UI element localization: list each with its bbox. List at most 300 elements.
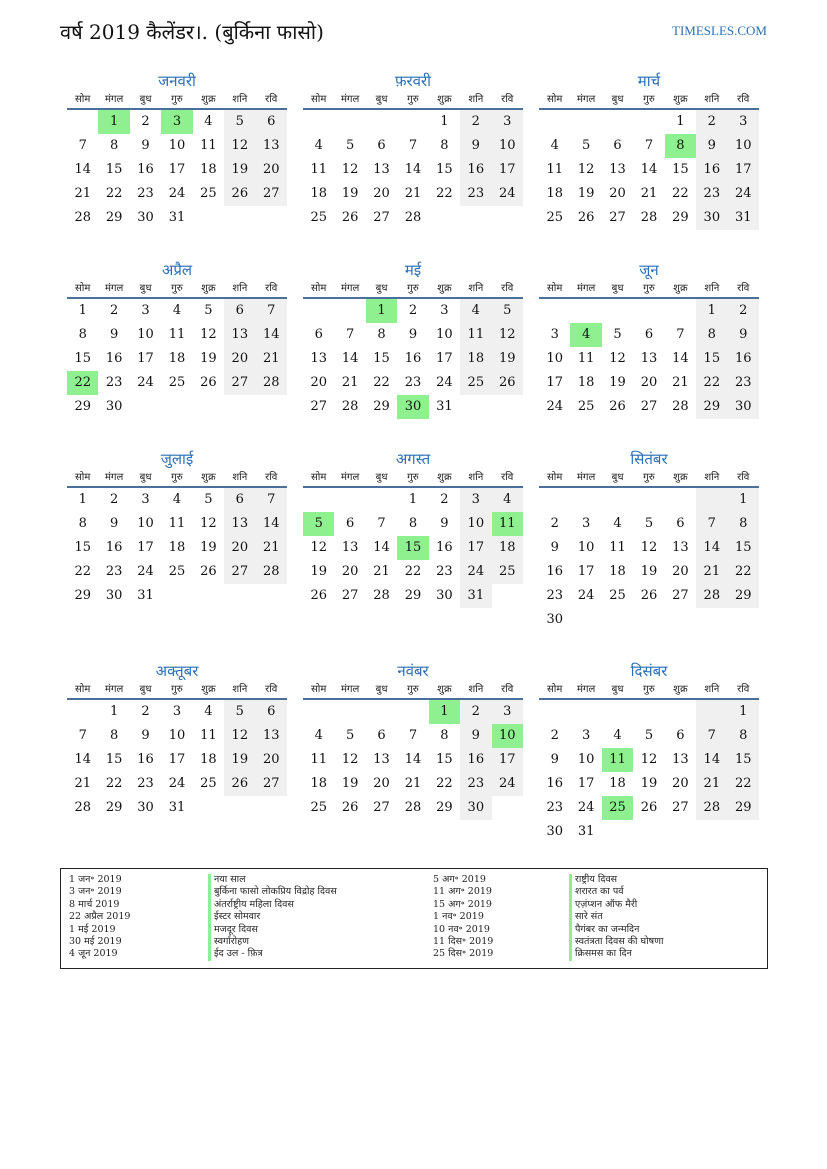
weekday-label: रवि (501, 472, 514, 483)
day-cell: 26 (200, 564, 217, 579)
day-cell: 7 (408, 138, 418, 153)
month-block (67, 261, 287, 419)
day-cell: 8 (728, 724, 759, 748)
legend-dates-1 (69, 874, 130, 961)
day-cell: 29 (74, 399, 91, 414)
weekday-label: शुक्र (673, 684, 688, 695)
weekday-label: रवि (501, 283, 514, 294)
day-cell: 28 (672, 399, 689, 414)
day-cell: 28 (373, 588, 390, 603)
weekday-label: शनि (232, 684, 248, 695)
day-cell: 8 (696, 323, 727, 347)
day-cell: 7 (78, 138, 87, 153)
day-cell: 9 (109, 327, 119, 342)
day-grid (303, 700, 523, 820)
day-cell: 26 (640, 800, 658, 815)
month-block (67, 72, 287, 230)
day-cell: 18 (310, 776, 327, 791)
weekday-label: मंगल (576, 472, 596, 483)
day-cell: 26 (200, 375, 217, 390)
legend-date: 11 अग॰ 2019 (433, 886, 492, 898)
weekday-label: गुरु (643, 684, 655, 695)
legend-holiday-name: शरारत का पर्व (569, 886, 663, 898)
day-cell: 25 (577, 399, 595, 414)
day-cell: 12 (224, 134, 255, 158)
legend-holiday-name: अंतर्राष्ट्रीय महिला दिवस (208, 899, 337, 911)
day-cell: 24 (168, 776, 186, 791)
month-name: मई (404, 261, 422, 279)
day-cell: 28 (74, 800, 91, 815)
weekday-header (67, 470, 287, 488)
legend-holiday-name: सारे संत (569, 911, 663, 923)
day-cell: 30 (546, 824, 563, 839)
legend-date: 5 अग॰ 2019 (433, 874, 486, 885)
weekday-label: शुक्र (673, 94, 688, 105)
day-cell: 18 (492, 536, 523, 560)
weekday-label: बुध (375, 283, 388, 294)
day-cell: 25 (168, 375, 186, 390)
day-cell: 8 (377, 327, 386, 342)
day-cell: 27 (640, 399, 658, 414)
weekday-label: मंगल (340, 684, 360, 695)
legend-holiday-name: नया साल (208, 874, 337, 886)
day-cell: 12 (341, 752, 359, 767)
day-cell: 26 (609, 399, 626, 414)
day-cell: 24 (137, 564, 154, 579)
weekday-label: शुक्र (201, 472, 216, 483)
weekday-label: बुध (139, 684, 152, 695)
day-cell: 7 (256, 488, 287, 512)
day-cell: 19 (224, 158, 255, 182)
day-cell: 23 (546, 588, 563, 603)
day-cell: 13 (341, 540, 359, 555)
day-cell: 5 (204, 303, 213, 318)
day-grid (67, 700, 287, 820)
day-cell: 21 (672, 375, 689, 390)
day-cell: 23 (404, 375, 422, 390)
month-name: जुलाई (160, 450, 194, 468)
day-cell: 14 (404, 752, 422, 767)
day-cell: 11 (200, 728, 217, 743)
day-cell: 6 (256, 700, 287, 724)
month-name: अप्रैल (161, 261, 193, 279)
day-cell: 5 (644, 516, 654, 531)
day-cell: 20 (310, 375, 327, 390)
weekday-label: शुक्र (201, 684, 216, 695)
day-cell: 4 (172, 492, 182, 507)
day-cell: 23 (105, 564, 123, 579)
day-cell: 24 (577, 800, 595, 815)
day-cell: 9 (550, 540, 559, 555)
day-cell: 10 (168, 138, 186, 153)
weekday-label: गुरु (643, 283, 655, 294)
day-cell: 7 (408, 728, 418, 743)
day-cell: 29 (672, 210, 689, 225)
day-cell: 27 (224, 371, 255, 395)
weekday-label: बुध (139, 472, 152, 483)
day-cell: 14 (373, 540, 390, 555)
day-cell: 30 (105, 399, 123, 414)
day-cell: 17 (436, 351, 453, 366)
day-cell: 3 (141, 492, 150, 507)
day-cell: 17 (728, 158, 759, 182)
day-cell: 10 (728, 134, 759, 158)
day-cell: 23 (460, 772, 491, 796)
day-cell: 5 (303, 512, 334, 536)
day-cell: 23 (436, 564, 453, 579)
day-cell: 21 (696, 560, 727, 584)
empty-cell (570, 488, 601, 512)
day-cell: 2 (109, 303, 119, 318)
day-cell: 4 (204, 114, 213, 129)
day-cell: 1 (429, 700, 460, 724)
day-cell: 27 (256, 182, 287, 206)
day-cell: 17 (168, 162, 186, 177)
day-cell: 15 (436, 162, 453, 177)
day-cell: 21 (404, 776, 422, 791)
day-cell: 30 (105, 588, 123, 603)
day-cell: 9 (109, 516, 119, 531)
day-cell: 1 (366, 299, 397, 323)
empty-cell (334, 700, 365, 724)
empty-cell (539, 299, 570, 323)
month-block (539, 662, 759, 844)
weekday-label: मंगल (340, 283, 360, 294)
day-cell: 16 (404, 351, 422, 366)
weekday-header (303, 682, 523, 700)
day-cell: 22 (404, 564, 422, 579)
day-cell: 26 (341, 800, 359, 815)
day-cell: 4 (550, 138, 559, 153)
day-cell: 26 (224, 772, 255, 796)
day-cell: 28 (256, 560, 287, 584)
legend-date: 10 नव॰ 2019 (433, 923, 490, 935)
weekday-label: सोम (547, 472, 563, 483)
day-cell: 19 (341, 776, 359, 791)
day-cell: 27 (672, 800, 689, 815)
day-cell: 18 (168, 540, 186, 555)
day-cell: 8 (665, 134, 696, 158)
day-cell: 14 (341, 351, 359, 366)
weekday-label: शुक्र (673, 472, 688, 483)
weekday-label: बुध (375, 684, 388, 695)
weekday-label: शनि (704, 283, 720, 294)
day-cell: 30 (397, 395, 428, 419)
empty-cell (570, 299, 601, 323)
weekday-label: सोम (311, 472, 327, 483)
month-name: फ़रवरी (394, 72, 432, 90)
day-cell: 30 (137, 210, 154, 225)
empty-cell (67, 110, 98, 134)
day-cell: 19 (341, 186, 359, 201)
day-cell: 3 (492, 700, 523, 724)
day-cell: 1 (676, 114, 685, 129)
empty-cell (539, 488, 570, 512)
day-cell: 24 (546, 399, 563, 414)
day-cell: 23 (137, 776, 154, 791)
month-name: नवंबर (397, 662, 429, 680)
weekday-label: सोम (75, 472, 91, 483)
day-cell: 12 (200, 327, 217, 342)
day-cell: 6 (644, 327, 654, 342)
day-cell: 4 (204, 704, 213, 719)
day-cell: 2 (408, 303, 418, 318)
day-cell: 28 (404, 800, 422, 815)
weekday-label: सोम (311, 684, 327, 695)
day-cell: 21 (404, 186, 422, 201)
day-cell: 14 (74, 162, 91, 177)
day-cell: 3 (492, 110, 523, 134)
weekday-label: रवि (737, 283, 750, 294)
day-cell: 29 (105, 210, 123, 225)
day-cell: 9 (550, 752, 559, 767)
day-cell: 5 (224, 110, 255, 134)
day-cell: 23 (460, 182, 491, 206)
weekday-label: शनि (232, 94, 248, 105)
day-cell: 15 (397, 536, 428, 560)
day-cell: 13 (224, 323, 255, 347)
day-cell: 22 (728, 560, 759, 584)
weekday-label: शनि (468, 283, 484, 294)
day-cell: 9 (141, 138, 150, 153)
day-cell: 14 (696, 536, 727, 560)
day-cell: 4 (613, 516, 622, 531)
day-cell: 11 (577, 351, 595, 366)
day-cell: 13 (609, 162, 626, 177)
month-block (303, 72, 523, 230)
day-cell: 19 (640, 776, 658, 791)
legend-date: 25 दिस॰ 2019 (433, 948, 494, 960)
legend-dates-2 (433, 874, 493, 961)
day-cell: 17 (577, 776, 595, 791)
day-cell: 31 (577, 824, 595, 839)
legend-date: 1 नव॰ 2019 (433, 911, 484, 923)
day-cell: 20 (609, 186, 626, 201)
day-cell: 27 (341, 588, 359, 603)
day-cell: 11 (492, 512, 523, 536)
day-cell: 8 (440, 138, 449, 153)
weekday-label: रवि (265, 684, 278, 695)
day-grid (303, 110, 523, 230)
day-cell: 12 (341, 162, 359, 177)
day-cell: 17 (492, 158, 523, 182)
day-grid (539, 299, 759, 419)
empty-cell (665, 700, 696, 724)
day-cell: 14 (256, 512, 287, 536)
day-cell: 26 (341, 210, 359, 225)
day-cell: 3 (550, 327, 559, 342)
empty-cell (539, 110, 570, 134)
day-cell: 24 (492, 182, 523, 206)
day-cell: 31 (168, 210, 186, 225)
day-cell: 29 (373, 399, 390, 414)
day-cell: 18 (200, 162, 217, 177)
month-name: जनवरी (158, 72, 196, 90)
day-cell: 9 (460, 134, 491, 158)
weekday-label: रवि (501, 684, 514, 695)
day-grid (539, 700, 759, 844)
day-cell: 30 (137, 800, 154, 815)
day-cell: 7 (696, 512, 727, 536)
day-cell: 12 (310, 540, 327, 555)
day-cell: 6 (377, 138, 386, 153)
day-cell: 5 (613, 327, 622, 342)
weekday-label: शनि (468, 94, 484, 105)
day-cell: 12 (640, 540, 658, 555)
day-cell: 10 (137, 516, 154, 531)
day-cell: 12 (640, 752, 658, 767)
day-cell: 1 (78, 492, 87, 507)
day-cell: 25 (492, 560, 523, 584)
month-name: जून (639, 261, 659, 279)
empty-cell (334, 488, 365, 512)
day-cell: 2 (460, 700, 491, 724)
legend-date: 15 अग॰ 2019 (433, 898, 492, 910)
day-grid (67, 488, 287, 608)
weekday-label: गुरु (407, 684, 419, 695)
empty-cell (570, 700, 601, 724)
day-cell: 6 (224, 488, 255, 512)
day-cell: 25 (602, 796, 633, 820)
day-cell: 9 (141, 728, 150, 743)
weekday-label: मंगल (340, 94, 360, 105)
day-cell: 28 (341, 399, 359, 414)
site-link[interactable]: TIMESLES.COM (672, 23, 767, 38)
day-cell: 22 (105, 186, 123, 201)
weekday-label: गुरु (643, 472, 655, 483)
day-cell: 22 (105, 776, 123, 791)
day-cell: 20 (640, 375, 658, 390)
empty-cell (633, 110, 664, 134)
day-cell: 6 (676, 516, 685, 531)
day-cell: 6 (613, 138, 622, 153)
day-cell: 14 (74, 752, 91, 767)
day-cell: 25 (310, 210, 327, 225)
legend-date: 3 जन॰ 2019 (69, 886, 122, 898)
day-cell: 6 (676, 728, 685, 743)
weekday-label: शनि (468, 472, 484, 483)
day-cell: 31 (168, 800, 186, 815)
empty-cell (303, 110, 334, 134)
day-cell: 24 (577, 588, 595, 603)
day-cell: 31 (137, 588, 154, 603)
weekday-label: गुरु (407, 472, 419, 483)
empty-cell (366, 700, 397, 724)
day-cell: 27 (672, 588, 689, 603)
empty-cell (696, 700, 727, 724)
weekday-label: सोम (311, 94, 327, 105)
day-cell: 5 (345, 728, 355, 743)
day-cell: 4 (613, 728, 622, 743)
day-cell: 24 (492, 772, 523, 796)
legend-holiday-name: स्वर्गारोहण (208, 936, 337, 948)
day-cell: 15 (105, 752, 123, 767)
day-cell: 8 (78, 327, 87, 342)
weekday-label: बुध (375, 94, 388, 105)
day-cell: 11 (460, 323, 491, 347)
month-block (67, 662, 287, 820)
weekday-label: रवि (501, 94, 514, 105)
weekday-label: मंगल (576, 94, 596, 105)
holiday-legend (60, 868, 768, 969)
weekday-label: गुरु (407, 94, 419, 105)
day-cell: 10 (168, 728, 186, 743)
day-cell: 22 (74, 564, 91, 579)
weekday-label: गुरु (171, 94, 183, 105)
day-cell: 28 (74, 210, 91, 225)
day-cell: 7 (676, 327, 685, 342)
day-cell: 27 (373, 210, 390, 225)
weekday-header (67, 682, 287, 700)
day-cell: 2 (460, 110, 491, 134)
day-cell: 16 (105, 351, 123, 366)
legend-holiday-name: एज़ंप्शन ऑफ मैरी (569, 899, 663, 911)
day-cell: 10 (492, 724, 523, 748)
day-cell: 8 (78, 516, 87, 531)
day-cell: 10 (436, 327, 453, 342)
day-cell: 10 (577, 540, 595, 555)
day-cell: 14 (256, 323, 287, 347)
day-cell: 28 (696, 584, 727, 608)
weekday-label: बुध (611, 684, 624, 695)
day-cell: 2 (696, 110, 727, 134)
day-cell: 16 (546, 776, 563, 791)
day-cell: 11 (200, 138, 217, 153)
day-cell: 15 (728, 536, 759, 560)
weekday-label: गुरु (171, 472, 183, 483)
weekday-label: रवि (265, 283, 278, 294)
day-cell: 29 (696, 395, 727, 419)
day-cell: 10 (137, 327, 154, 342)
day-cell: 25 (168, 564, 186, 579)
weekday-label: रवि (265, 472, 278, 483)
day-cell: 5 (345, 138, 355, 153)
legend-holiday-name: पैगंबर का जन्मदिन (569, 924, 663, 936)
day-cell: 12 (224, 724, 255, 748)
weekday-label: सोम (75, 94, 91, 105)
day-cell: 3 (141, 303, 150, 318)
day-grid (539, 488, 759, 632)
day-cell: 11 (168, 516, 186, 531)
day-cell: 11 (609, 540, 626, 555)
day-cell: 12 (609, 351, 626, 366)
day-cell: 24 (436, 375, 453, 390)
legend-date: 22 अप्रैल 2019 (69, 911, 131, 923)
day-cell: 6 (377, 728, 386, 743)
day-cell: 23 (137, 186, 154, 201)
day-cell: 22 (373, 375, 390, 390)
day-cell: 20 (224, 347, 255, 371)
empty-cell (602, 700, 633, 724)
day-cell: 13 (640, 351, 658, 366)
day-cell: 18 (168, 351, 186, 366)
day-cell: 30 (696, 206, 727, 230)
empty-cell (665, 299, 696, 323)
day-cell: 8 (109, 728, 119, 743)
day-cell: 13 (672, 540, 689, 555)
day-cell: 30 (546, 612, 563, 627)
day-cell: 18 (310, 186, 327, 201)
weekday-label: बुध (375, 472, 388, 483)
day-cell: 4 (570, 323, 601, 347)
weekday-label: सोम (547, 283, 563, 294)
weekday-label: रवि (737, 94, 750, 105)
month-block (539, 450, 759, 632)
day-cell: 20 (373, 776, 390, 791)
day-cell: 30 (728, 395, 759, 419)
day-cell: 11 (168, 327, 186, 342)
day-cell: 3 (440, 303, 449, 318)
